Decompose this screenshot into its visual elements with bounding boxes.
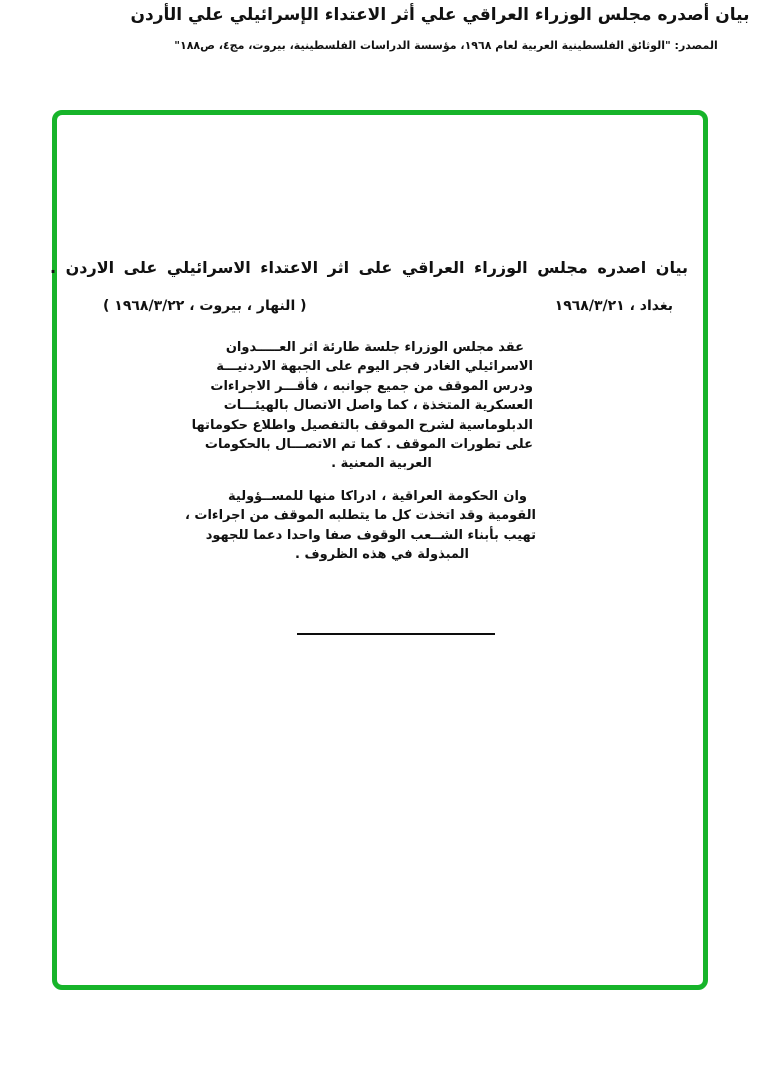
paragraph-line: العربية المعنية . <box>331 456 432 472</box>
paragraph-line: عقد مجلس الوزراء جلسة طارئة اثر العـــــدوان <box>225 340 524 355</box>
paragraph-line: ودرس الموقف من جميع جوانبه ، فأقـــر الاجراءات <box>210 378 533 394</box>
dateline-row <box>103 298 673 314</box>
paragraph <box>191 338 533 474</box>
header-source-line: المصدر: "الوثائق الفلسطينية العربية لعام ١٩٦٨، مؤسسة الدراسات الفلسطينية، بيروت، مج٤، ص١٨٨" <box>174 39 718 52</box>
paragraph-line: تهيب بأبناء الشــعب الوقوف صفا واحدا دعما للجهود <box>205 527 536 543</box>
paragraph-line: على تطورات الموقف . كما تم الاتصـــال بالحكومات <box>204 436 533 452</box>
document-title: بيان اصدره مجلس الوزراء العراقي على اثر الاعتداء الاسرائيلي على الاردن . <box>49 258 688 277</box>
paragraph-line: وان الحكومة العراقية ، ادراكا منها للمســؤولية <box>228 489 527 504</box>
header-title: بيان أصدره مجلس الوزراء العراقي علي أثر الاعتداء الإسرائيلي علي الأردن <box>130 5 750 25</box>
dateline-place-date: بغداد ، ١٩٦٨/٣/٢١ <box>554 298 673 314</box>
paragraph-line: القومية وقد اتخذت كل ما يتطلبه الموقف من اجراءات ، <box>184 508 536 524</box>
paragraph <box>184 487 536 565</box>
paragraph-line: العسكرية المتخذة ، كما واصل الاتصال بالهيئـــات <box>223 398 533 414</box>
paragraph-line: الاسرائيلي الغادر فجر اليوم على الجبهة الاردنيـــة <box>216 359 533 375</box>
end-divider-rule <box>297 633 495 635</box>
paragraph-line: الدبلوماسية لشرح الموقف بالتفصيل واطلاع حكوماتها <box>191 417 533 433</box>
document-border-frame <box>49 110 708 990</box>
paragraph-line: المبذولة في هذه الظروف . <box>295 547 469 563</box>
dateline-publication: ( النهار ، بيروت ، ١٩٦٨/٣/٢٢ ) <box>103 298 307 314</box>
